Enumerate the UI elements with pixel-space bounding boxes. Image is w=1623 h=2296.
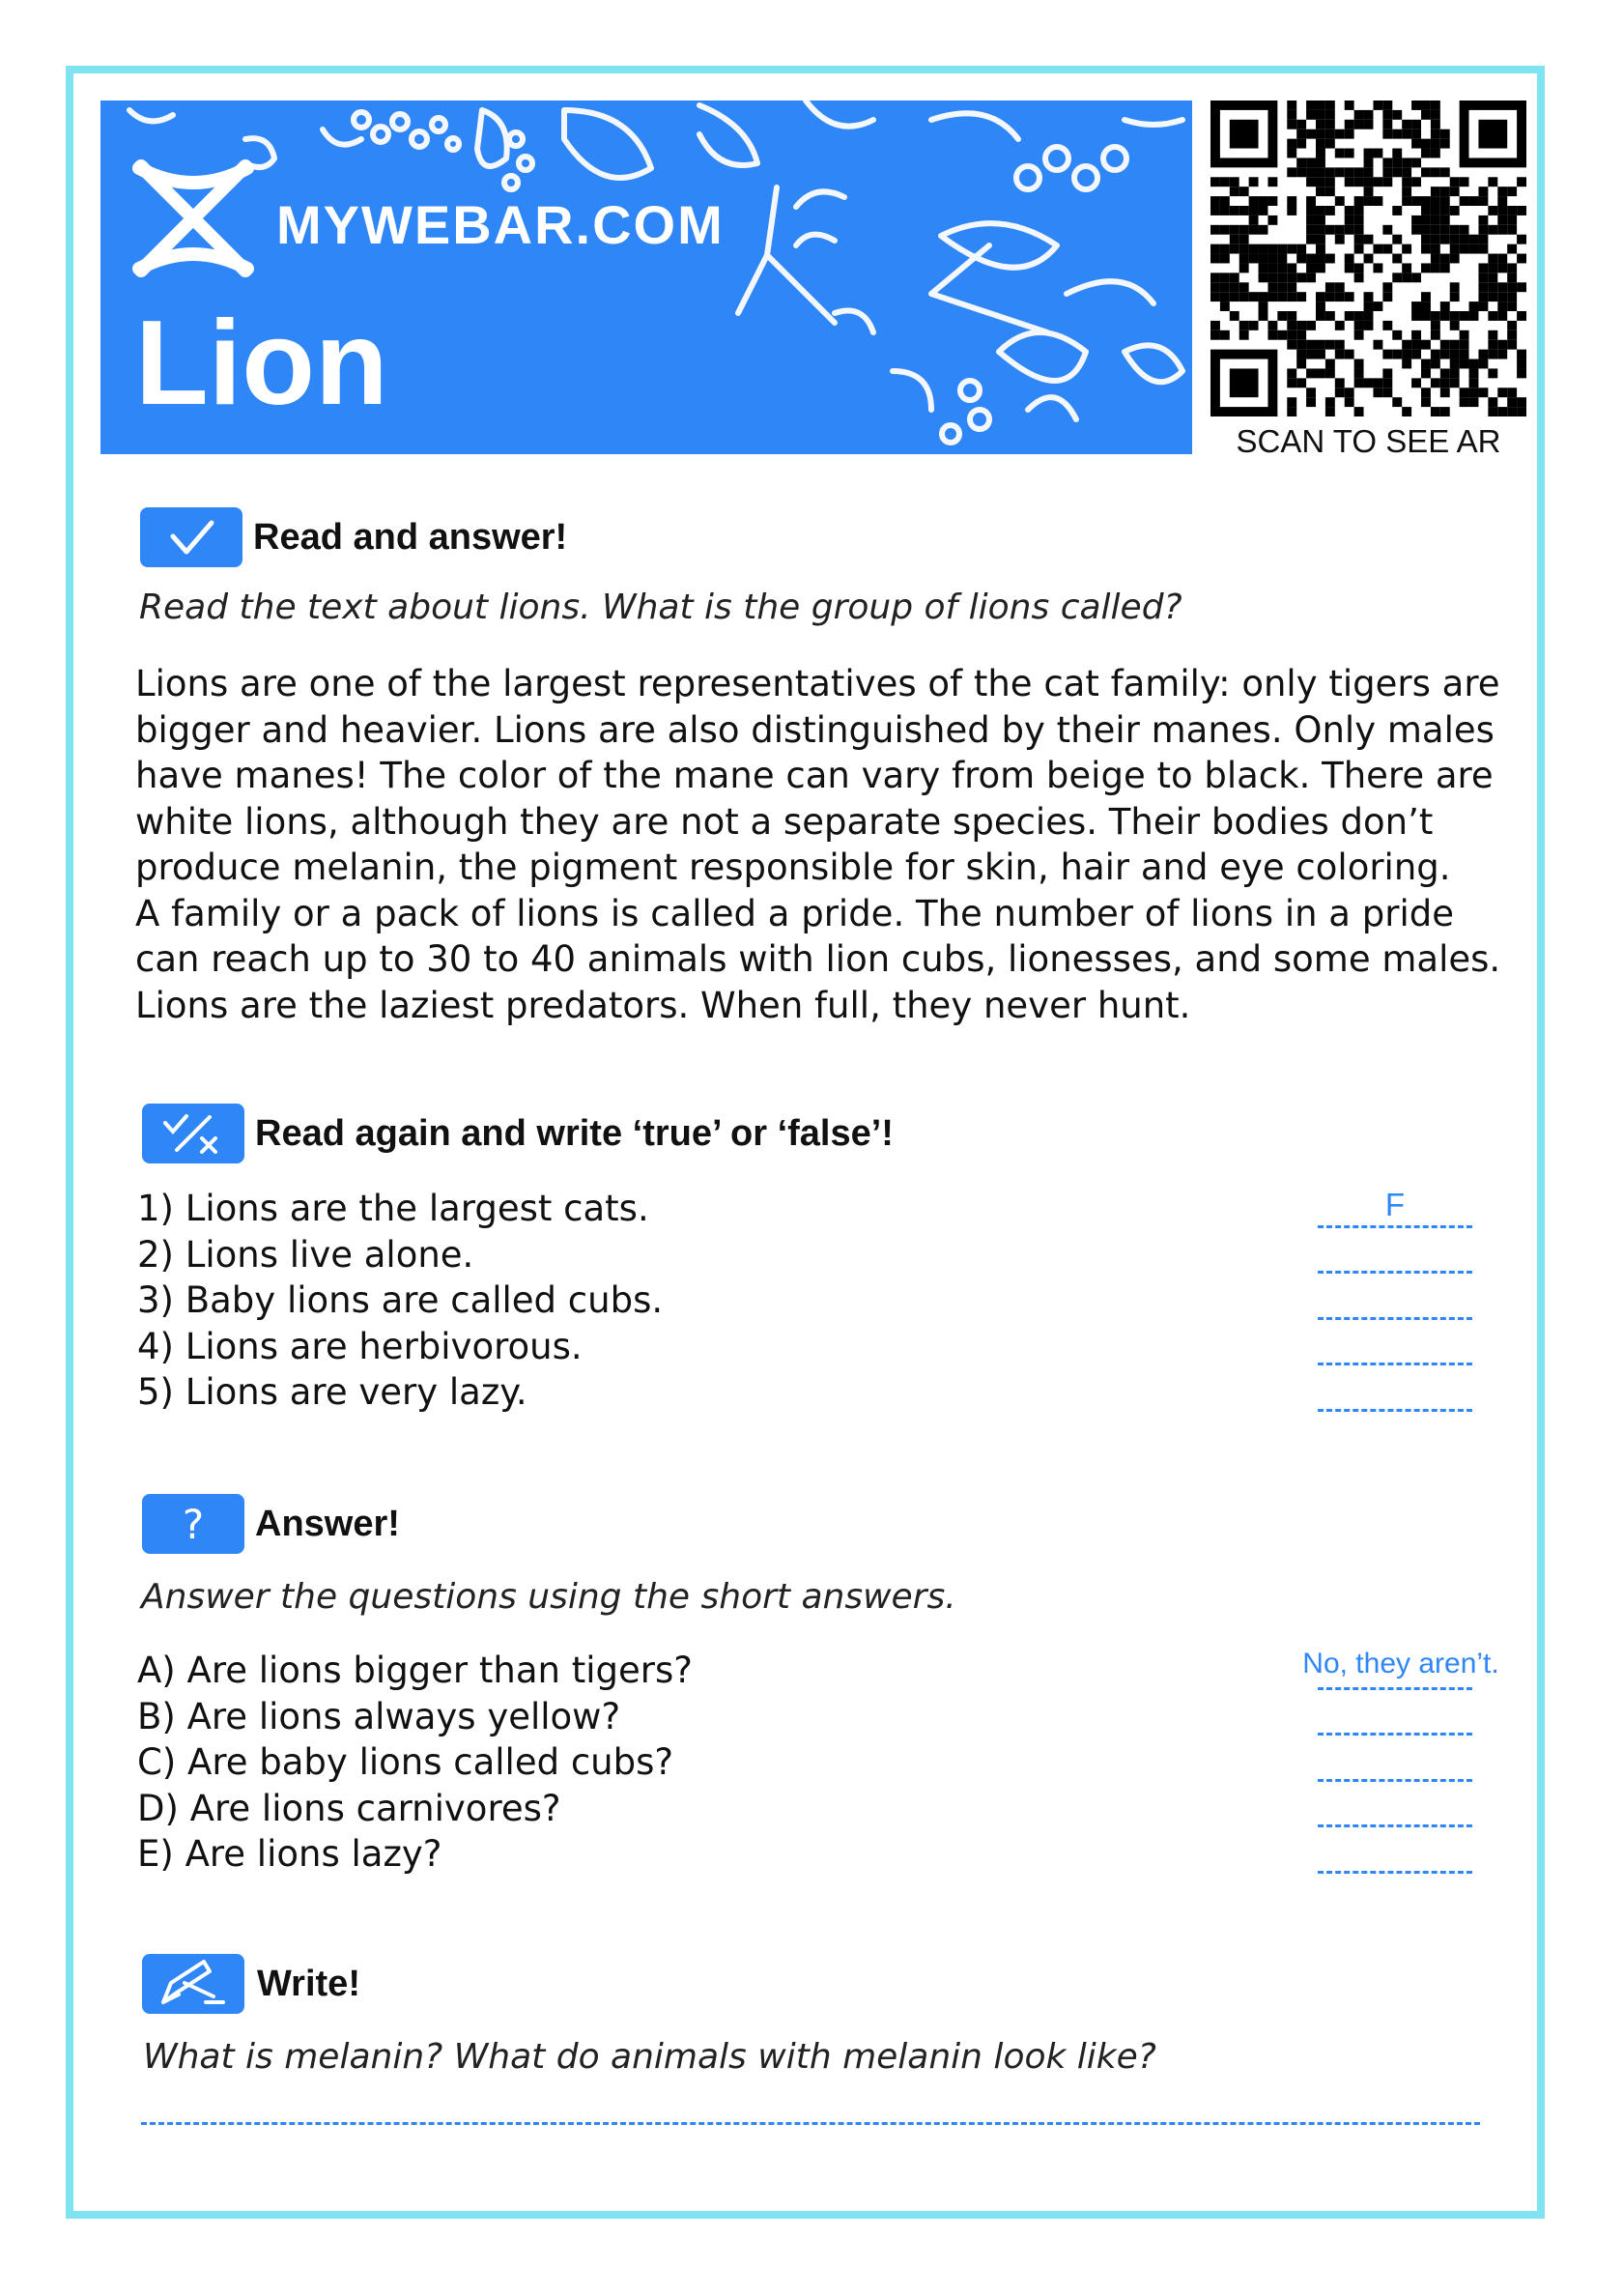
reading-text xyxy=(135,661,1507,1028)
question-list xyxy=(137,1648,1296,1878)
answer-line[interactable] xyxy=(1318,1871,1472,1874)
question-mark-icon xyxy=(142,1494,244,1554)
writing-line[interactable] xyxy=(141,2122,1480,2125)
page-title: Lion xyxy=(135,297,388,430)
answer-line[interactable] xyxy=(1318,1225,1472,1228)
list-item: D) Are lions carnivores? xyxy=(137,1787,561,1829)
section-title-answer: Answer! xyxy=(255,1504,400,1544)
list-item: 2) Lions live alone. xyxy=(137,1233,474,1276)
answer-line[interactable] xyxy=(1318,1733,1472,1736)
list-item: 3) Baby lions are called cubs. xyxy=(137,1279,664,1321)
checkmark-icon xyxy=(140,507,242,567)
list-item: 5) Lions are very lazy. xyxy=(137,1371,527,1413)
section3-instruction: Answer the questions using the short answers. xyxy=(141,1577,956,1617)
answer-line[interactable] xyxy=(1318,1271,1472,1274)
header-banner xyxy=(100,100,1192,454)
answer-line[interactable] xyxy=(1318,1779,1472,1782)
section-title-write: Write! xyxy=(257,1964,360,2004)
section4-instruction: What is melanin? What do animals with melanin look like? xyxy=(143,2037,1156,2077)
true-false-list xyxy=(137,1186,1296,1416)
qr-code-icon[interactable] xyxy=(1210,100,1526,416)
answer-line[interactable] xyxy=(1318,1824,1472,1827)
answer-line[interactable] xyxy=(1318,1687,1472,1690)
list-item: 1) Lions are the largest cats. xyxy=(137,1188,649,1229)
pencil-envelope-icon xyxy=(142,1954,244,2014)
svg-text:?: ? xyxy=(182,1501,205,1548)
list-item: E) Are lions lazy? xyxy=(137,1833,442,1875)
qr-caption: SCAN TO SEE AR xyxy=(1236,423,1501,459)
list-item: A) Are lions bigger than tigers? xyxy=(137,1650,693,1691)
check-cross-icon xyxy=(142,1104,244,1163)
list-item: B) Are lions always yellow? xyxy=(137,1695,621,1737)
answer-value: F xyxy=(1384,1187,1406,1222)
answer-value: No, they aren’t. xyxy=(1302,1648,1499,1679)
list-item: 4) Lions are herbivorous. xyxy=(137,1325,583,1367)
list-item: C) Are baby lions called cubs? xyxy=(137,1741,674,1783)
reading-paragraph: A family or a pack of lions is called a pride. The number of lions in a pride can reach up to 30 to 40 animals with lion cubs, lionesses, and some males. Lions are the laziest predators. When full, they never hunt. xyxy=(135,892,1501,1026)
answer-line[interactable] xyxy=(1318,1363,1472,1365)
answer-line[interactable] xyxy=(1318,1409,1472,1412)
brand-name: MYWEBAR.COM xyxy=(276,194,725,255)
section-title-true-false: Read again and write ‘true’ or ‘false’! xyxy=(255,1113,894,1154)
section-title-read-and-answer: Read and answer! xyxy=(253,517,568,558)
section1-instruction: Read the text about lions. What is the group of lions called? xyxy=(139,588,1182,627)
reading-paragraph: Lions are one of the largest representatives of the cat family: only tigers are bigger and heavier. Lions are also distinguished by their manes. Only males have manes! The color of the mane can vary from beige to black. There are white lions, although they are not a separate species. Their bodies don’t produce melanin, the pigment responsible for skin, hair and eye coloring. xyxy=(135,663,1500,888)
answer-line[interactable] xyxy=(1318,1317,1472,1320)
